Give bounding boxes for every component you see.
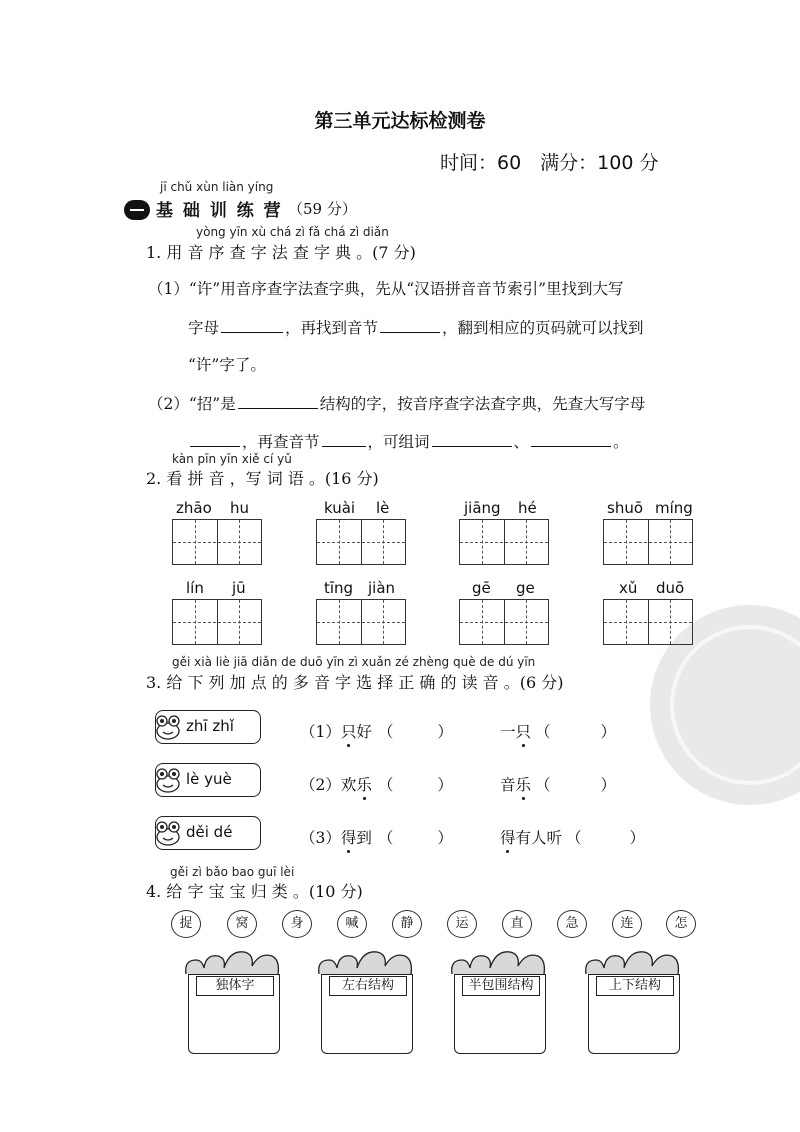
q4-title: 4. 给 字 宝 宝 归 类 。(10 分) (146, 882, 363, 901)
q1-part2-line1: （2）“招”是 结构的字，按音序查字法查字典，先查大写字母 (148, 395, 646, 413)
word-pinyin-b: jiàn (368, 579, 396, 597)
sprout-icon (182, 944, 282, 976)
writing-grid[interactable] (172, 599, 262, 645)
char-circle[interactable]: 身 (282, 910, 312, 938)
category-box[interactable] (448, 944, 548, 1056)
q2-title: 2. 看 拼 音 ，写 词 语 。(16 分) (146, 469, 379, 488)
word-pinyin-a: gē (472, 579, 491, 597)
char-circle[interactable]: 捉 (171, 910, 201, 938)
writing-grid[interactable] (603, 519, 693, 565)
sprout-icon (448, 944, 548, 976)
q3-pinyin: gěi xià liè jiā diǎn de duō yīn zì xuǎn zé zhèng què de dú yīn (172, 655, 536, 669)
pinyin-option-pill (155, 816, 261, 850)
page-title: 第三单元达标检测卷 (314, 110, 486, 132)
q3-row: （3）得到 （ ） (300, 829, 453, 847)
q2-pinyin: kàn pīn yīn xiě cí yǔ (172, 452, 292, 466)
char-circle[interactable]: 静 (392, 910, 422, 938)
option-pinyin: zhī zhǐ (186, 717, 234, 735)
answer-blank[interactable] (432, 445, 512, 447)
answer-blank[interactable] (380, 331, 440, 333)
q1-part1-line2: 字母 ，再找到音节 ，翻到相应的页码就可以找到 (188, 319, 644, 337)
writing-grid[interactable] (316, 599, 406, 645)
section1-score: （59 分） (288, 200, 357, 218)
section1-title: 基 础 训 练 营 (156, 201, 283, 221)
answer-blank[interactable] (531, 445, 611, 447)
category-label: 半包围结构 (462, 976, 540, 996)
answer-blank[interactable] (322, 445, 366, 447)
char-circle[interactable]: 急 (557, 910, 587, 938)
word-pinyin-a: jiāng (464, 499, 501, 517)
q1-pinyin: yòng yīn xù chá zì fǎ chá zì diǎn (196, 225, 389, 239)
writing-grid[interactable] (603, 599, 693, 645)
frog-icon (154, 819, 182, 847)
frog-icon (154, 713, 182, 741)
frog-icon (154, 766, 182, 794)
char-circle[interactable]: 喊 (337, 910, 367, 938)
word-pinyin-a: tīng (324, 579, 354, 597)
q1-part1-line1: （1）“许”用音序查字法查字典，先从“汉语拼音音节索引”里找到大写 (148, 280, 624, 298)
word-pinyin-b: ge (516, 579, 535, 597)
pinyin-option-pill (155, 710, 261, 744)
word-pinyin-a: zhāo (176, 499, 212, 517)
category-box[interactable] (582, 944, 682, 1056)
category-label: 独体字 (196, 976, 274, 996)
q3-row: （1）只好 （ ） (300, 723, 453, 741)
sprout-icon (582, 944, 682, 976)
writing-grid[interactable] (459, 519, 549, 565)
q1-part1-line3: “许”字了。 (188, 356, 266, 374)
category-label: 左右结构 (329, 976, 407, 996)
q3-row: 得有人听 （ ） (500, 829, 646, 847)
category-label: 上下结构 (596, 976, 674, 996)
category-box[interactable] (315, 944, 415, 1056)
writing-grid[interactable] (459, 599, 549, 645)
answer-blank[interactable] (190, 445, 240, 447)
word-pinyin-b: lè (376, 499, 390, 517)
word-pinyin-b: duō (656, 579, 685, 597)
option-pinyin: děi dé (186, 823, 233, 841)
sprout-icon (315, 944, 415, 976)
char-circle[interactable]: 连 (612, 910, 642, 938)
answer-blank[interactable] (238, 407, 318, 409)
word-pinyin-a: kuài (324, 499, 356, 517)
q3-row: 音乐 （ ） (500, 776, 617, 794)
word-pinyin-b: hu (230, 499, 250, 517)
char-circle[interactable]: 运 (447, 910, 477, 938)
q1-part2-line2: ，再查音节 ，可组词 、 。 (188, 430, 629, 452)
q3-row: 一只 （ ） (500, 723, 617, 741)
word-pinyin-b: jū (232, 579, 246, 597)
char-circle[interactable]: 怎 (666, 910, 696, 938)
option-pinyin: lè yuè (186, 770, 232, 788)
word-pinyin-a: lín (186, 579, 204, 597)
writing-grid[interactable] (316, 519, 406, 565)
q1-title: 1. 用 音 序 查 字 法 查 字 典 。(7 分) (146, 243, 416, 262)
word-pinyin-b: hé (518, 499, 537, 517)
char-circle[interactable]: 直 (502, 910, 532, 938)
q4-pinyin: gěi zì bǎo bao guī lèi (170, 865, 295, 879)
time-score: 时间：60 满分：100 分 (440, 152, 659, 174)
pinyin-option-pill (155, 763, 261, 797)
char-circle[interactable]: 窝 (227, 910, 257, 938)
writing-grid[interactable] (172, 519, 262, 565)
q3-title: 3. 给 下 列 加 点 的 多 音 字 选 择 正 确 的 读 音 。(6 分) (146, 673, 564, 692)
q3-row: （2）欢乐 （ ） (300, 776, 453, 794)
answer-blank[interactable] (221, 331, 283, 333)
section-number-badge (124, 200, 150, 220)
word-pinyin-a: shuō (607, 499, 644, 517)
word-pinyin-b: míng (655, 499, 693, 517)
section1-pinyin: jī chǔ xùn liàn yíng (160, 180, 274, 194)
word-pinyin-a: xǔ (619, 579, 638, 597)
category-box[interactable] (182, 944, 282, 1056)
